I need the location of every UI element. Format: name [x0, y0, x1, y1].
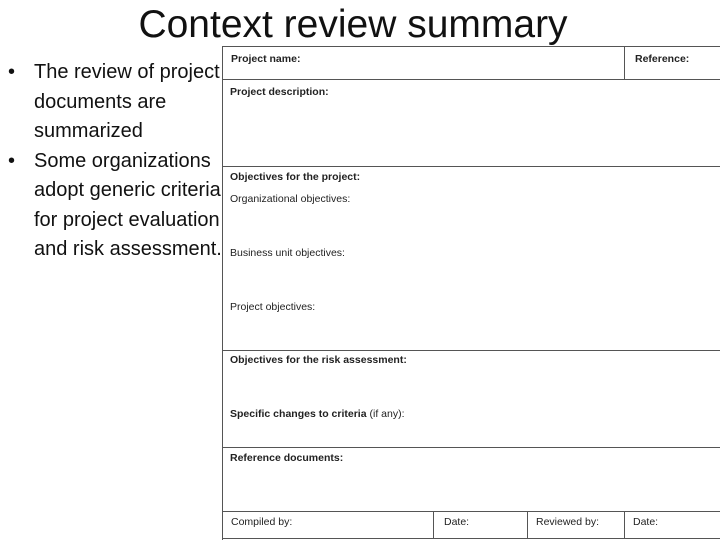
form-divider — [222, 511, 720, 512]
bullet-item: • Some organizations adopt generic criteria for project evaluation and risk assessment. — [8, 147, 222, 265]
form-bottom-border — [222, 538, 720, 539]
reference-label: Reference: — [635, 53, 690, 65]
form-left-border — [222, 46, 223, 540]
form-divider-vertical — [527, 511, 528, 539]
bullet-list — [8, 58, 222, 265]
form-divider — [222, 350, 720, 351]
form-divider — [222, 447, 720, 448]
reviewed-by-label: Reviewed by: — [536, 516, 600, 528]
form-divider — [222, 79, 720, 80]
project-description-label: Project description: — [230, 86, 329, 98]
reference-documents-label: Reference documents: — [230, 452, 344, 464]
date-label: Date: — [444, 516, 470, 528]
specific-changes-note: (if any): — [369, 408, 405, 420]
objectives-project-label: Objectives for the project: — [230, 171, 361, 183]
project-name-label: Project name: — [231, 53, 301, 65]
date-label: Date: — [633, 516, 659, 528]
form-divider — [222, 166, 720, 167]
context-review-form — [222, 46, 720, 540]
form-divider-vertical — [624, 46, 625, 80]
form-divider-vertical — [624, 511, 625, 539]
slide-title: Context review summary — [138, 3, 568, 46]
business-unit-objectives-label: Business unit objectives: — [230, 247, 345, 259]
specific-changes-bold: Specific changes to criteria — [230, 408, 367, 420]
compiled-by-label: Compiled by: — [231, 516, 293, 528]
project-objectives-label: Project objectives: — [230, 301, 316, 313]
objectives-risk-label: Objectives for the risk assessment: — [230, 354, 407, 366]
form-top-border — [222, 46, 720, 47]
form-divider-vertical — [433, 511, 434, 539]
organizational-objectives-label: Organizational objectives: — [230, 193, 351, 205]
specific-changes-label — [230, 408, 405, 420]
bullet-item: • The review of project documents are summarized — [8, 58, 222, 147]
